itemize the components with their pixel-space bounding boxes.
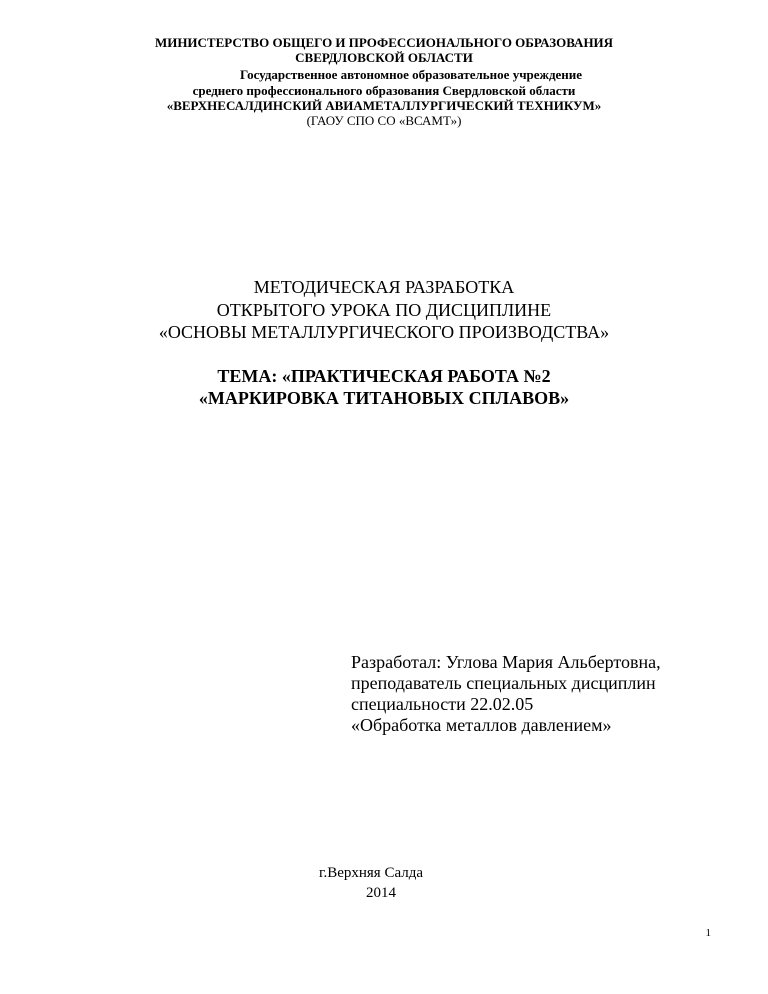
title-line-1: МЕТОДИЧЕСКАЯ РАЗРАБОТКА xyxy=(253,277,515,297)
topic-line-2: «МАРКИРОВКА ТИТАНОВЫХ СПЛАВОВ» xyxy=(198,388,570,408)
author-specialty-name: «Обработка металлов давлением» xyxy=(351,715,612,735)
author-specialty-code: специальности 22.02.05 xyxy=(351,694,534,714)
title-line-2: ОТКРЫТОГО УРОКА ПО ДИСЦИПЛИНЕ xyxy=(216,300,552,320)
page-number: 1 xyxy=(705,927,711,939)
ministry-line-1: МИНИСТЕРСТВО ОБЩЕГО И ПРОФЕССИОНАЛЬНОГО ОБРАЗОВАНИЯ xyxy=(154,35,614,50)
institution-line-2: среднего профессионального образования Свердловской области xyxy=(192,83,576,98)
ministry-line-2: СВЕРДЛОВСКОЙ ОБЛАСТИ xyxy=(295,50,473,65)
author-name: Разработал: Углова Мария Альбертовна, xyxy=(351,652,661,672)
author-block xyxy=(351,652,661,736)
institution-abbreviation: (ГАОУ СПО СО «ВСАМТ») xyxy=(306,113,462,128)
institution-line-1: Государственное автономное образовательное учреждение xyxy=(239,67,583,82)
footer-year: 2014 xyxy=(366,885,396,901)
institution-name: «ВЕРХНЕСАЛДИНСКИЙ АВИАМЕТАЛЛУРГИЧЕСКИЙ ТЕХНИКУМ» xyxy=(166,98,602,113)
author-position: преподаватель специальных дисциплин xyxy=(351,673,656,693)
topic-line-1: ТЕМА: «ПРАКТИЧЕСКАЯ РАБОТА №2 xyxy=(217,366,551,386)
title-line-3: «ОСНОВЫ МЕТАЛЛУРГИЧЕСКОГО ПРОИЗВОДСТВА» xyxy=(158,322,610,342)
footer-city: г.Верхняя Салда xyxy=(319,865,424,881)
